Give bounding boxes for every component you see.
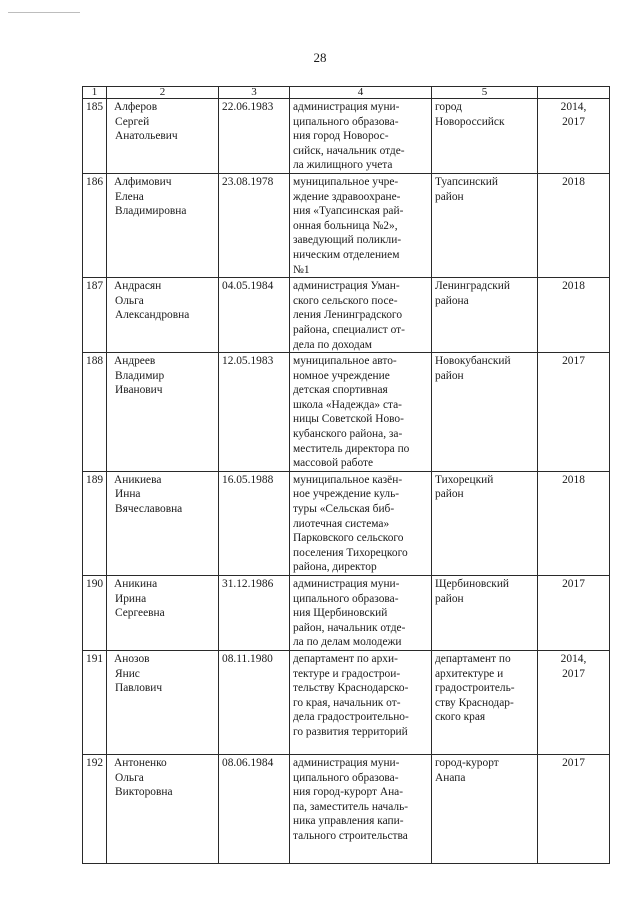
full-name bbox=[107, 99, 219, 174]
full-name bbox=[107, 173, 219, 277]
years-line: 2017 bbox=[562, 115, 585, 128]
page-number: 28 bbox=[313, 50, 327, 65]
table-row bbox=[83, 650, 610, 754]
territory-line: Анапа bbox=[435, 771, 466, 784]
birth-date: 12.05.1983 bbox=[219, 353, 290, 472]
full-name-line: Алфимович bbox=[114, 175, 172, 188]
birth-date: 31.12.1986 bbox=[219, 576, 290, 651]
territory-line: район bbox=[435, 488, 464, 501]
workplace-position-line: ждение здравоохране- bbox=[293, 190, 401, 203]
row-number: 189 bbox=[83, 471, 107, 575]
row-number: 185 bbox=[83, 99, 107, 174]
workplace-position bbox=[290, 353, 432, 472]
territory bbox=[432, 576, 538, 651]
row-number: 187 bbox=[83, 278, 107, 353]
workplace-position-line: номное учреждение bbox=[293, 369, 390, 382]
workplace-position-line: кубанского района, за- bbox=[293, 428, 403, 441]
territory-line: город-курорт bbox=[435, 756, 499, 769]
registry-table bbox=[82, 86, 610, 864]
workplace-position bbox=[290, 576, 432, 651]
birth-date: 08.06.1984 bbox=[219, 754, 290, 863]
workplace-position-line: ла жилищного учета bbox=[293, 159, 393, 172]
territory bbox=[432, 471, 538, 575]
territory bbox=[432, 754, 538, 863]
territory bbox=[432, 173, 538, 277]
workplace-position-line: ципального образова- bbox=[293, 771, 399, 784]
workplace-position-line: поселения Тихорецкого bbox=[293, 546, 408, 559]
workplace-position-line: ципального образова- bbox=[293, 592, 399, 605]
workplace-position-line: ника управления капи- bbox=[293, 815, 404, 828]
full-name-line: Анатольевич bbox=[115, 130, 178, 143]
full-name-line: Викторовна bbox=[115, 786, 173, 799]
workplace-position-line: департамент по архи- bbox=[293, 652, 398, 665]
workplace-position-line: ления Ленинградского bbox=[293, 309, 403, 322]
full-name-line: Янис bbox=[115, 667, 140, 680]
workplace-position-line: школа «Надежда» ста- bbox=[293, 398, 402, 411]
workplace-position-line: администрация муни- bbox=[293, 756, 400, 769]
years bbox=[538, 576, 610, 651]
birth-date: 16.05.1988 bbox=[219, 471, 290, 575]
full-name-line: Андрасян bbox=[114, 280, 162, 293]
table-row bbox=[83, 278, 610, 353]
workplace-position-line: ное учреждение куль- bbox=[293, 488, 400, 501]
workplace-position-line: лиотечная система» bbox=[293, 517, 390, 530]
territory-line: Щербиновский bbox=[435, 578, 510, 590]
workplace-position-line: сийск, начальник отде- bbox=[293, 144, 405, 157]
workplace-position bbox=[290, 471, 432, 575]
table-row bbox=[83, 99, 610, 174]
territory-line: ского края bbox=[435, 711, 486, 724]
table-row bbox=[83, 173, 610, 277]
column-header-row bbox=[83, 87, 610, 99]
table-row bbox=[83, 576, 610, 651]
workplace-position-line: муниципальное авто- bbox=[293, 355, 397, 368]
workplace-position-line: го края, начальник от- bbox=[293, 696, 401, 709]
workplace-position-line: массовой работе bbox=[293, 457, 374, 470]
full-name-line: Инна bbox=[115, 488, 141, 501]
full-name-line: Антоненко bbox=[114, 756, 167, 769]
table-row bbox=[83, 353, 610, 472]
workplace-position bbox=[290, 173, 432, 277]
row-number: 192 bbox=[83, 754, 107, 863]
workplace-position-line: детская спортивная bbox=[293, 384, 388, 397]
years bbox=[538, 173, 610, 277]
workplace-position-line: ла по делам молодежи bbox=[293, 636, 402, 649]
full-name-line: Андреев bbox=[114, 355, 156, 368]
years bbox=[538, 754, 610, 863]
territory-line: Туапсинский bbox=[435, 175, 498, 188]
years-line: 2017 bbox=[562, 667, 585, 680]
workplace-position-line: муниципальное учре- bbox=[293, 175, 399, 188]
workplace-position-line: №1 bbox=[293, 263, 310, 276]
years-line: 2017 bbox=[562, 578, 585, 590]
territory bbox=[432, 278, 538, 353]
column-header: 3 bbox=[219, 87, 290, 99]
full-name-line: Иванович bbox=[115, 384, 163, 397]
column-header: 2 bbox=[107, 87, 219, 99]
full-name-line: Анозов bbox=[114, 652, 150, 665]
column-header: 1 bbox=[83, 87, 107, 99]
workplace-position-line: ническим отделением bbox=[293, 248, 400, 261]
territory-line: район bbox=[435, 592, 464, 605]
full-name-line: Вячеславовна bbox=[115, 503, 183, 516]
territory bbox=[432, 99, 538, 174]
years bbox=[538, 353, 610, 472]
workplace-position-line: ского сельского посе- bbox=[293, 294, 398, 307]
workplace-position-line: район, начальник отде- bbox=[293, 621, 406, 634]
workplace-position-line: района, директор bbox=[293, 561, 377, 574]
territory-line: архитектуре и bbox=[435, 667, 504, 680]
workplace-position-line: администрация муни- bbox=[293, 101, 400, 113]
territory-line: градостроитель- bbox=[435, 682, 515, 695]
years-line: 2017 bbox=[562, 355, 585, 368]
full-name-line: Владимировна bbox=[115, 205, 187, 218]
birth-date: 08.11.1980 bbox=[219, 650, 290, 754]
full-name-line: Ольга bbox=[115, 771, 144, 784]
workplace-position-line: администрация муни- bbox=[293, 578, 400, 590]
years-line: 2014, bbox=[560, 101, 587, 113]
workplace-position-line: района, специалист от- bbox=[293, 323, 405, 336]
workplace-position-line: ния «Туапсинская рай- bbox=[293, 205, 404, 218]
workplace-position-line: тельству Краснодарско- bbox=[293, 682, 409, 695]
years-line: 2014, bbox=[560, 652, 587, 665]
full-name-line: Аникиева bbox=[114, 473, 162, 486]
full-name bbox=[107, 754, 219, 863]
column-header bbox=[538, 87, 610, 99]
corner-mark bbox=[8, 12, 80, 13]
years bbox=[538, 650, 610, 754]
workplace-position-line: ципального образова- bbox=[293, 115, 399, 128]
territory-line: ству Краснодар- bbox=[435, 696, 514, 709]
row-number: 190 bbox=[83, 576, 107, 651]
full-name-line: Ирина bbox=[115, 592, 147, 605]
full-name-line: Сергей bbox=[115, 115, 150, 128]
workplace-position bbox=[290, 754, 432, 863]
full-name-line: Владимир bbox=[115, 369, 165, 382]
years bbox=[538, 278, 610, 353]
full-name bbox=[107, 576, 219, 651]
full-name-line: Елена bbox=[115, 190, 144, 203]
territory bbox=[432, 353, 538, 472]
workplace-position-line: онная больница №2», bbox=[293, 219, 398, 232]
workplace-position-line: тектуре и градострои- bbox=[293, 667, 401, 680]
workplace-position-line: меститель директора по bbox=[293, 442, 410, 455]
table-row bbox=[83, 754, 610, 863]
row-number: 191 bbox=[83, 650, 107, 754]
birth-date: 04.05.1984 bbox=[219, 278, 290, 353]
full-name-line: Александровна bbox=[115, 309, 190, 322]
workplace-position-line: па, заместитель началь- bbox=[293, 800, 409, 813]
birth-date: 22.06.1983 bbox=[219, 99, 290, 174]
full-name bbox=[107, 471, 219, 575]
column-header: 5 bbox=[432, 87, 538, 99]
years-line: 2017 bbox=[562, 756, 585, 769]
workplace-position-line: заведующий поликли- bbox=[293, 234, 402, 247]
territory-line: Ленинградский bbox=[435, 280, 510, 293]
full-name-line: Павлович bbox=[115, 682, 163, 695]
workplace-position-line: дела по доходам bbox=[293, 338, 372, 351]
row-number: 186 bbox=[83, 173, 107, 277]
territory-line: района bbox=[435, 294, 469, 307]
territory-line: район bbox=[435, 369, 464, 382]
territory-line: город bbox=[435, 101, 462, 113]
workplace-position bbox=[290, 650, 432, 754]
years-line: 2018 bbox=[562, 175, 585, 188]
territory-line: район bbox=[435, 190, 464, 203]
territory-line: Тихорецкий bbox=[435, 473, 494, 486]
workplace-position-line: го развития территорий bbox=[293, 725, 408, 738]
full-name-line: Алферов bbox=[114, 101, 158, 113]
full-name bbox=[107, 353, 219, 472]
territory-line: Новокубанский bbox=[435, 355, 511, 368]
workplace-position-line: ницы Советской Ново- bbox=[293, 413, 404, 426]
years bbox=[538, 99, 610, 174]
row-number: 188 bbox=[83, 353, 107, 472]
birth-date: 23.08.1978 bbox=[219, 173, 290, 277]
workplace-position bbox=[290, 99, 432, 174]
workplace-position-line: Парковского сельского bbox=[293, 532, 404, 545]
territory bbox=[432, 650, 538, 754]
full-name-line: Аникина bbox=[114, 578, 158, 590]
years bbox=[538, 471, 610, 575]
workplace-position-line: дела градостроительно- bbox=[293, 711, 409, 724]
workplace-position-line: ния город-курорт Ана- bbox=[293, 786, 404, 799]
territory-line: Новороссийск bbox=[435, 115, 505, 128]
workplace-position-line: ния Щербиновский bbox=[293, 607, 388, 620]
table-row bbox=[83, 471, 610, 575]
territory-line: департамент по bbox=[435, 652, 511, 665]
full-name bbox=[107, 278, 219, 353]
workplace-position-line: муниципальное казён- bbox=[293, 473, 403, 486]
column-header: 4 bbox=[290, 87, 432, 99]
workplace-position-line: туры «Сельская биб- bbox=[293, 503, 395, 516]
workplace-position-line: ния город Новорос- bbox=[293, 130, 389, 143]
years-line: 2018 bbox=[562, 473, 585, 486]
workplace-position-line: тального строительства bbox=[293, 829, 408, 842]
full-name-line: Ольга bbox=[115, 294, 144, 307]
full-name bbox=[107, 650, 219, 754]
workplace-position-line: администрация Уман- bbox=[293, 280, 400, 293]
years-line: 2018 bbox=[562, 280, 585, 293]
workplace-position bbox=[290, 278, 432, 353]
full-name-line: Сергеевна bbox=[115, 607, 165, 620]
